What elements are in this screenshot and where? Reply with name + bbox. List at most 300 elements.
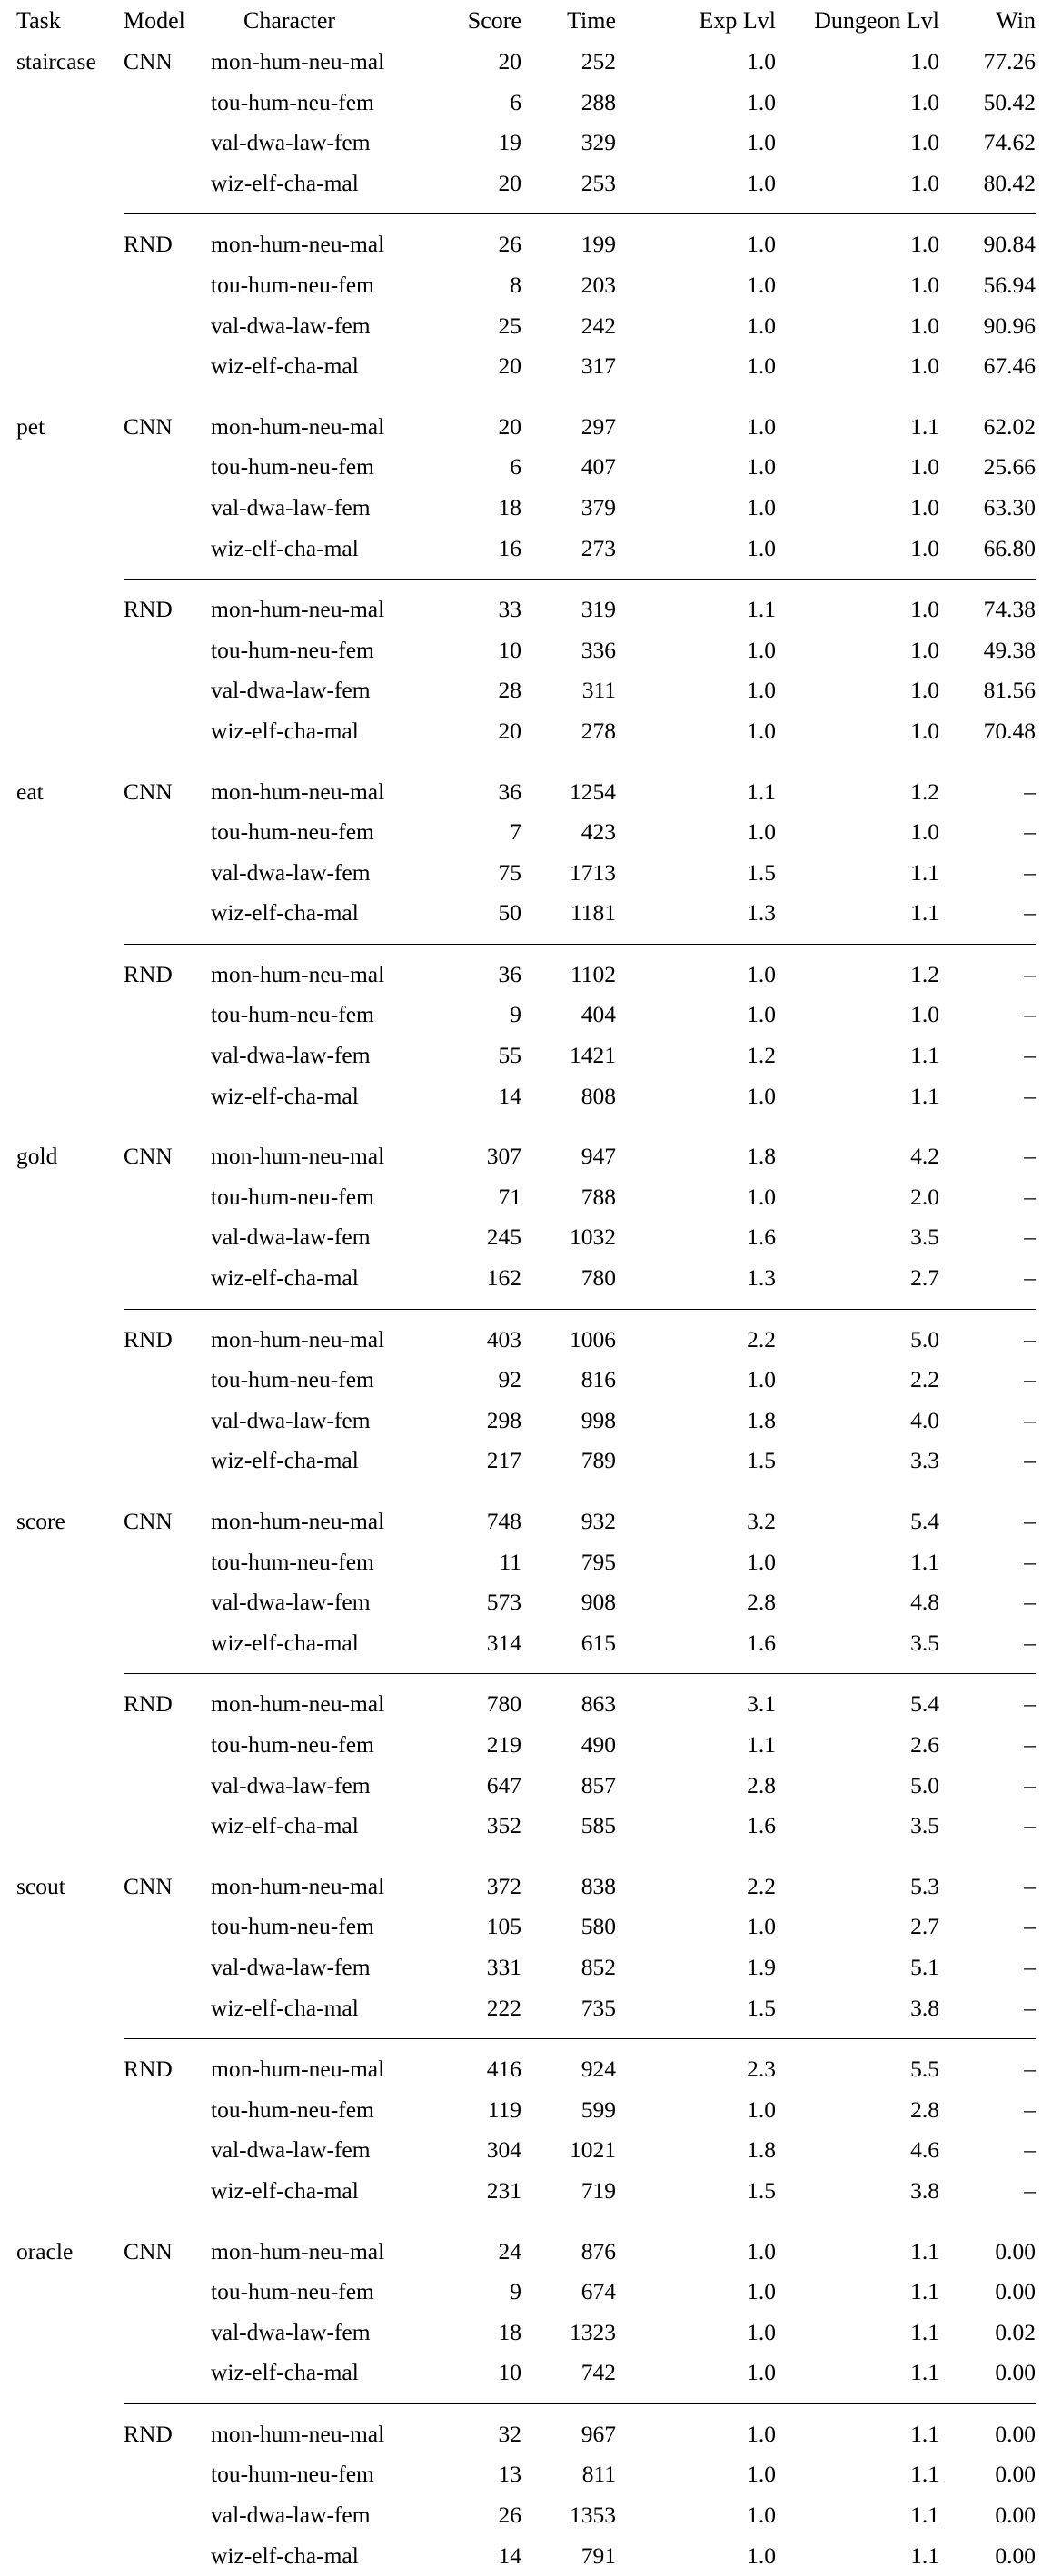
cell-exp-lvl: 1.5: [747, 2176, 776, 2204]
cell-model: RND: [124, 231, 173, 258]
column-header-exp-lvl: Exp Lvl: [699, 7, 776, 34]
cell-dungeon-lvl: 1.0: [910, 352, 939, 380]
block-gap-bottom: [16, 214, 1036, 224]
cell-model: [124, 853, 211, 894]
cell-exp-lvl: 1.5: [747, 858, 776, 886]
table-row: [16, 1401, 1036, 1442]
cell-task: [16, 265, 124, 306]
cell-win: –: [1024, 1183, 1036, 1210]
table-row: [16, 265, 1036, 306]
cell-model: [124, 346, 211, 387]
cell-dungeon-lvl: 1.0: [910, 48, 939, 74]
cell-dungeon-lvl: 1.0: [910, 312, 939, 339]
cell-exp-lvl: 1.1: [747, 596, 776, 623]
cell-task: [16, 711, 124, 752]
cell-score: 331: [486, 1953, 521, 1980]
section-gap-top: [16, 1116, 1036, 1126]
cell-task: [16, 488, 124, 529]
cell-character: mon-hum-neu-mal: [211, 1325, 385, 1352]
cell-task: [16, 2353, 124, 2393]
cell-model: [124, 265, 211, 306]
cell-model: [124, 1947, 211, 1988]
cell-character: tou-hum-neu-fem: [211, 1001, 374, 1028]
cell-score: 352: [486, 1812, 521, 1839]
table-row: [16, 163, 1036, 204]
cell-character: wiz-elf-cha-mal: [211, 2541, 359, 2569]
cell-time: 288: [581, 88, 616, 115]
cell-win: –: [1024, 1143, 1036, 1170]
table-row: [16, 2495, 1036, 2536]
table-row: [16, 1988, 1036, 2029]
cell-time: 863: [581, 1690, 616, 1718]
cell-model: CNN: [124, 412, 173, 440]
cell-model: [124, 1582, 211, 1623]
block-gap-bottom: [16, 580, 1036, 590]
cell-win: –: [1024, 1953, 1036, 1980]
section-gap-top: [16, 1847, 1036, 1857]
table-row: [16, 2353, 1036, 2393]
section-gap-top: [16, 387, 1036, 397]
cell-dungeon-lvl: 1.0: [910, 596, 939, 623]
cell-score: 222: [486, 1994, 521, 2021]
table-row: [16, 2536, 1036, 2576]
cell-win: 49.38: [983, 636, 1036, 663]
cell-task: [16, 1441, 124, 1481]
column-header-win: Win: [996, 7, 1036, 34]
cell-character: val-dwa-law-fem: [211, 493, 371, 520]
cell-character: mon-hum-neu-mal: [211, 596, 385, 623]
cell-task: [16, 1177, 124, 1218]
cell-score: 780: [486, 1690, 521, 1718]
cell-character: tou-hum-neu-fem: [211, 1183, 374, 1210]
cell-task: [16, 2495, 124, 2536]
cell-task: [16, 630, 124, 671]
table-row: [16, 1217, 1036, 1258]
cell-time: 615: [581, 1629, 616, 1656]
table-row: [16, 447, 1036, 488]
cell-time: 998: [581, 1406, 616, 1433]
cell-dungeon-lvl: 2.6: [910, 1730, 939, 1758]
cell-task: [16, 995, 124, 1035]
block-gap-bottom: [16, 1310, 1036, 1320]
cell-character: tou-hum-neu-fem: [211, 2461, 374, 2488]
cell-time: 808: [581, 1082, 616, 1109]
cell-score: 20: [498, 48, 521, 74]
cell-task: [16, 1401, 124, 1442]
cell-model: RND: [124, 960, 173, 987]
table-row: [16, 955, 1036, 996]
cell-dungeon-lvl: 2.7: [910, 1264, 939, 1292]
table-row: [16, 1806, 1036, 1847]
column-header-dungeon-lvl: Dungeon Lvl: [814, 7, 939, 34]
cell-character: val-dwa-law-fem: [211, 1589, 371, 1616]
cell-score: 13: [498, 2461, 521, 2488]
cell-character: val-dwa-law-fem: [211, 129, 371, 156]
cell-time: 252: [581, 48, 616, 74]
cell-model: [124, 2272, 211, 2313]
block-gap-top: [16, 934, 1036, 945]
cell-score: 7: [510, 818, 521, 846]
cell-character: wiz-elf-cha-mal: [211, 2359, 359, 2386]
cell-character: wiz-elf-cha-mal: [211, 717, 359, 744]
cell-model: [124, 2536, 211, 2576]
cell-win: 81.56: [983, 677, 1036, 704]
cell-score: 26: [498, 2502, 521, 2529]
cell-character: mon-hum-neu-mal: [211, 1690, 385, 1718]
cell-dungeon-lvl: 1.0: [910, 534, 939, 561]
cell-win: –: [1024, 1508, 1036, 1534]
cell-character: wiz-elf-cha-mal: [211, 2176, 359, 2204]
cell-dungeon-lvl: 1.1: [910, 2541, 939, 2569]
cell-score: 14: [498, 1082, 521, 1109]
cell-time: 242: [581, 312, 616, 339]
cell-model: RND: [124, 1325, 173, 1352]
table-row: [16, 1136, 1036, 1177]
cell-model: [124, 995, 211, 1035]
cell-dungeon-lvl: 1.0: [910, 453, 939, 481]
cell-score: 105: [486, 1913, 521, 1940]
cell-score: 36: [498, 778, 521, 805]
cell-time: 1421: [570, 1042, 616, 1069]
cell-model: [124, 83, 211, 124]
cell-dungeon-lvl: 3.5: [910, 1629, 939, 1656]
cell-dungeon-lvl: 1.1: [910, 2318, 939, 2345]
cell-task: [16, 2414, 124, 2455]
cell-score: 748: [486, 1508, 521, 1534]
cell-win: 25.66: [983, 453, 1036, 481]
cell-task: [16, 1766, 124, 1807]
cell-model: [124, 447, 211, 488]
cell-task: staircase: [16, 48, 96, 74]
cell-model: [124, 1725, 211, 1766]
table-body: [16, 42, 1036, 2576]
cell-task: [16, 853, 124, 894]
cell-task: [16, 83, 124, 124]
cell-time: 791: [581, 2541, 616, 2569]
cell-model: [124, 123, 211, 163]
cell-character: mon-hum-neu-mal: [211, 960, 385, 987]
cell-win: –: [1024, 1589, 1036, 1616]
cell-time: 1181: [570, 899, 616, 926]
cell-exp-lvl: 3.2: [747, 1508, 776, 1534]
cell-model: [124, 2313, 211, 2353]
cell-character: val-dwa-law-fem: [211, 2136, 371, 2164]
cell-dungeon-lvl: 5.1: [910, 1953, 939, 1980]
cell-win: –: [1024, 899, 1036, 926]
cell-win: –: [1024, 1264, 1036, 1292]
cell-character: mon-hum-neu-mal: [211, 1508, 385, 1534]
cell-exp-lvl: 1.0: [747, 2502, 776, 2529]
cell-score: 14: [498, 2541, 521, 2569]
cell-task: score: [16, 1508, 65, 1534]
cell-character: wiz-elf-cha-mal: [211, 1264, 359, 1292]
cell-score: 28: [498, 677, 521, 704]
table-row: [16, 893, 1036, 934]
block-gap-top: [16, 203, 1036, 214]
cell-score: 71: [498, 1183, 521, 1210]
cell-model: [124, 2353, 211, 2393]
cell-task: [16, 346, 124, 387]
cell-score: 20: [498, 717, 521, 744]
cell-character: mon-hum-neu-mal: [211, 2056, 385, 2083]
cell-score: 36: [498, 960, 521, 987]
cell-score: 314: [486, 1629, 521, 1656]
cell-character: tou-hum-neu-fem: [211, 1548, 374, 1575]
table-row: [16, 83, 1036, 124]
cell-task: gold: [16, 1143, 58, 1170]
cell-task: [16, 306, 124, 347]
cell-task: [16, 447, 124, 488]
cell-dungeon-lvl: 3.5: [910, 1224, 939, 1251]
cell-time: 1254: [570, 778, 616, 805]
cell-model: [124, 529, 211, 570]
table-row: [16, 2414, 1036, 2455]
section-gap-top: [16, 1481, 1036, 1491]
cell-time: 1021: [570, 2136, 616, 2164]
cell-exp-lvl: 1.0: [747, 2541, 776, 2569]
table-row: [16, 488, 1036, 529]
section-gap-bottom: [16, 2222, 1036, 2232]
table-row: [16, 42, 1036, 83]
table-row: [16, 1542, 1036, 1583]
cell-dungeon-lvl: 2.8: [910, 2095, 939, 2123]
cell-exp-lvl: 1.0: [747, 1001, 776, 1028]
table-row: [16, 1177, 1036, 1218]
cell-exp-lvl: 1.0: [747, 352, 776, 380]
cell-score: 16: [498, 534, 521, 561]
cell-model: [124, 2130, 211, 2171]
cell-exp-lvl: 1.6: [747, 1629, 776, 1656]
cell-exp-lvl: 1.0: [747, 493, 776, 520]
block-gap-top: [16, 2028, 1036, 2039]
cell-task: [16, 670, 124, 711]
table-row: [16, 2130, 1036, 2171]
cell-task: [16, 2313, 124, 2353]
cell-time: 585: [581, 1812, 616, 1839]
cell-time: 278: [581, 717, 616, 744]
cell-exp-lvl: 1.0: [747, 677, 776, 704]
cell-win: 74.38: [983, 596, 1036, 623]
cell-character: val-dwa-law-fem: [211, 1953, 371, 1980]
cell-score: 55: [498, 1042, 521, 1069]
cell-dungeon-lvl: 1.1: [910, 2461, 939, 2488]
cell-win: 77.26: [983, 48, 1036, 74]
cell-win: –: [1024, 1366, 1036, 1393]
cell-character: val-dwa-law-fem: [211, 1406, 371, 1433]
cell-character: val-dwa-law-fem: [211, 1224, 371, 1251]
cell-exp-lvl: 1.0: [747, 453, 776, 481]
cell-exp-lvl: 1.0: [747, 1913, 776, 1940]
cell-character: mon-hum-neu-mal: [211, 2420, 385, 2447]
cell-exp-lvl: 1.0: [747, 2359, 776, 2386]
cell-exp-lvl: 1.0: [747, 129, 776, 156]
cell-score: 119: [487, 2095, 521, 2123]
cell-dungeon-lvl: 3.3: [910, 1447, 939, 1474]
cell-win: –: [1024, 1447, 1036, 1474]
cell-task: [16, 1684, 124, 1725]
cell-win: 90.96: [983, 312, 1036, 339]
cell-model: [124, 1441, 211, 1481]
cell-task: scout: [16, 1872, 65, 1899]
cell-win: –: [1024, 1548, 1036, 1575]
cell-character: wiz-elf-cha-mal: [211, 1447, 359, 1474]
cell-dungeon-lvl: 1.0: [910, 271, 939, 298]
cell-character: tou-hum-neu-fem: [211, 453, 374, 481]
cell-exp-lvl: 2.8: [747, 1771, 776, 1798]
cell-score: 6: [510, 453, 521, 481]
table-row: [16, 670, 1036, 711]
section-gap-bottom: [16, 397, 1036, 407]
cell-exp-lvl: 1.3: [747, 899, 776, 926]
table-row: [16, 1320, 1036, 1361]
cell-exp-lvl: 1.0: [747, 818, 776, 846]
cell-exp-lvl: 1.6: [747, 1812, 776, 1839]
cell-character: mon-hum-neu-mal: [211, 1872, 385, 1899]
cell-character: tou-hum-neu-fem: [211, 1913, 374, 1940]
cell-win: –: [1024, 2136, 1036, 2164]
cell-win: –: [1024, 2056, 1036, 2083]
results-table: [16, 0, 1036, 2576]
cell-model: [124, 1988, 211, 2029]
cell-win: 56.94: [983, 271, 1036, 298]
cell-score: 403: [486, 1325, 521, 1352]
cell-exp-lvl: 1.0: [747, 2461, 776, 2488]
table-row: [16, 1947, 1036, 1988]
cell-model: [124, 1217, 211, 1258]
cell-time: 199: [581, 231, 616, 258]
cell-dungeon-lvl: 1.2: [910, 778, 939, 805]
cell-model: [124, 1623, 211, 1664]
cell-score: 372: [486, 1872, 521, 1899]
cell-time: 795: [581, 1548, 616, 1575]
cell-task: pet: [16, 412, 45, 440]
cell-dungeon-lvl: 3.5: [910, 1812, 939, 1839]
cell-time: 319: [581, 596, 616, 623]
cell-win: –: [1024, 1730, 1036, 1758]
cell-model: [124, 670, 211, 711]
cell-score: 26: [498, 231, 521, 258]
cell-time: 924: [581, 2056, 616, 2083]
cell-model: [124, 1076, 211, 1117]
cell-dungeon-lvl: 1.0: [910, 231, 939, 258]
cell-exp-lvl: 2.2: [747, 1872, 776, 1899]
cell-time: 816: [581, 1366, 616, 1393]
cell-exp-lvl: 1.0: [747, 412, 776, 440]
cell-win: 0.00: [995, 2420, 1036, 2447]
cell-dungeon-lvl: 1.2: [910, 960, 939, 987]
cell-score: 304: [486, 2136, 521, 2164]
cell-win: –: [1024, 1082, 1036, 1109]
cell-dungeon-lvl: 4.8: [910, 1589, 939, 1616]
cell-character: wiz-elf-cha-mal: [211, 1812, 359, 1839]
cell-model: [124, 1177, 211, 1218]
cell-score: 24: [498, 2237, 521, 2264]
cell-time: 1102: [570, 960, 616, 987]
table-row: [16, 123, 1036, 163]
table-row: [16, 1623, 1036, 1664]
cell-score: 32: [498, 2420, 521, 2447]
cell-win: 0.02: [995, 2318, 1036, 2345]
table-row: [16, 224, 1036, 265]
table-row: [16, 1501, 1036, 1542]
cell-character: val-dwa-law-fem: [211, 1771, 371, 1798]
cell-dungeon-lvl: 2.2: [910, 1366, 939, 1393]
cell-dungeon-lvl: 2.7: [910, 1913, 939, 1940]
cell-task: [16, 1542, 124, 1583]
cell-win: –: [1024, 1224, 1036, 1251]
block-gap-top: [16, 569, 1036, 580]
cell-time: 674: [581, 2278, 616, 2305]
cell-exp-lvl: 1.5: [747, 1447, 776, 1474]
cell-model: [124, 163, 211, 204]
cell-exp-lvl: 1.0: [747, 231, 776, 258]
cell-time: 253: [581, 169, 616, 196]
column-header-task: Task: [16, 7, 61, 34]
cell-score: 231: [486, 2176, 521, 2204]
cell-task: [16, 2049, 124, 2090]
section-gap-bottom: [16, 762, 1036, 772]
cell-exp-lvl: 1.0: [747, 1082, 776, 1109]
cell-exp-lvl: 1.8: [747, 2136, 776, 2164]
column-header-score: Score: [467, 7, 521, 34]
cell-exp-lvl: 1.0: [747, 169, 776, 196]
cell-score: 20: [498, 412, 521, 440]
cell-dungeon-lvl: 1.1: [910, 2359, 939, 2386]
cell-score: 219: [486, 1730, 521, 1758]
cell-time: 1713: [570, 858, 616, 886]
cell-win: –: [1024, 2176, 1036, 2204]
cell-exp-lvl: 1.5: [747, 1994, 776, 2021]
cell-win: 67.46: [983, 352, 1036, 380]
table-row: [16, 1441, 1036, 1481]
cell-exp-lvl: 1.2: [747, 1042, 776, 1069]
cell-dungeon-lvl: 1.1: [910, 899, 939, 926]
block-gap-top: [16, 1663, 1036, 1674]
cell-character: mon-hum-neu-mal: [211, 1143, 385, 1170]
cell-win: –: [1024, 1771, 1036, 1798]
cell-dungeon-lvl: 1.1: [910, 2278, 939, 2305]
cell-score: 92: [498, 1366, 521, 1393]
cell-win: 0.00: [995, 2237, 1036, 2264]
cell-time: 789: [581, 1447, 616, 1474]
cell-model: [124, 711, 211, 752]
cell-task: [16, 2171, 124, 2212]
cell-dungeon-lvl: 5.4: [910, 1690, 939, 1718]
cell-character: val-dwa-law-fem: [211, 2318, 371, 2345]
cell-character: wiz-elf-cha-mal: [211, 899, 359, 926]
cell-exp-lvl: 3.1: [747, 1690, 776, 1718]
column-header-time: Time: [567, 7, 616, 34]
cell-exp-lvl: 1.6: [747, 1224, 776, 1251]
cell-win: 70.48: [983, 717, 1036, 744]
cell-time: 967: [581, 2420, 616, 2447]
table-row: [16, 2313, 1036, 2353]
cell-dungeon-lvl: 1.0: [910, 88, 939, 115]
cell-exp-lvl: 1.0: [747, 1366, 776, 1393]
cell-task: [16, 2130, 124, 2171]
table-row: [16, 1867, 1036, 1907]
cell-dungeon-lvl: 1.1: [910, 2420, 939, 2447]
cell-time: 932: [581, 1508, 616, 1534]
cell-dungeon-lvl: 5.0: [910, 1771, 939, 1798]
cell-exp-lvl: 1.3: [747, 1264, 776, 1292]
cell-dungeon-lvl: 1.0: [910, 169, 939, 196]
cell-exp-lvl: 2.3: [747, 2056, 776, 2083]
cell-time: 311: [581, 677, 616, 704]
cell-character: wiz-elf-cha-mal: [211, 1994, 359, 2021]
cell-dungeon-lvl: 4.0: [910, 1406, 939, 1433]
table-row: [16, 2454, 1036, 2495]
